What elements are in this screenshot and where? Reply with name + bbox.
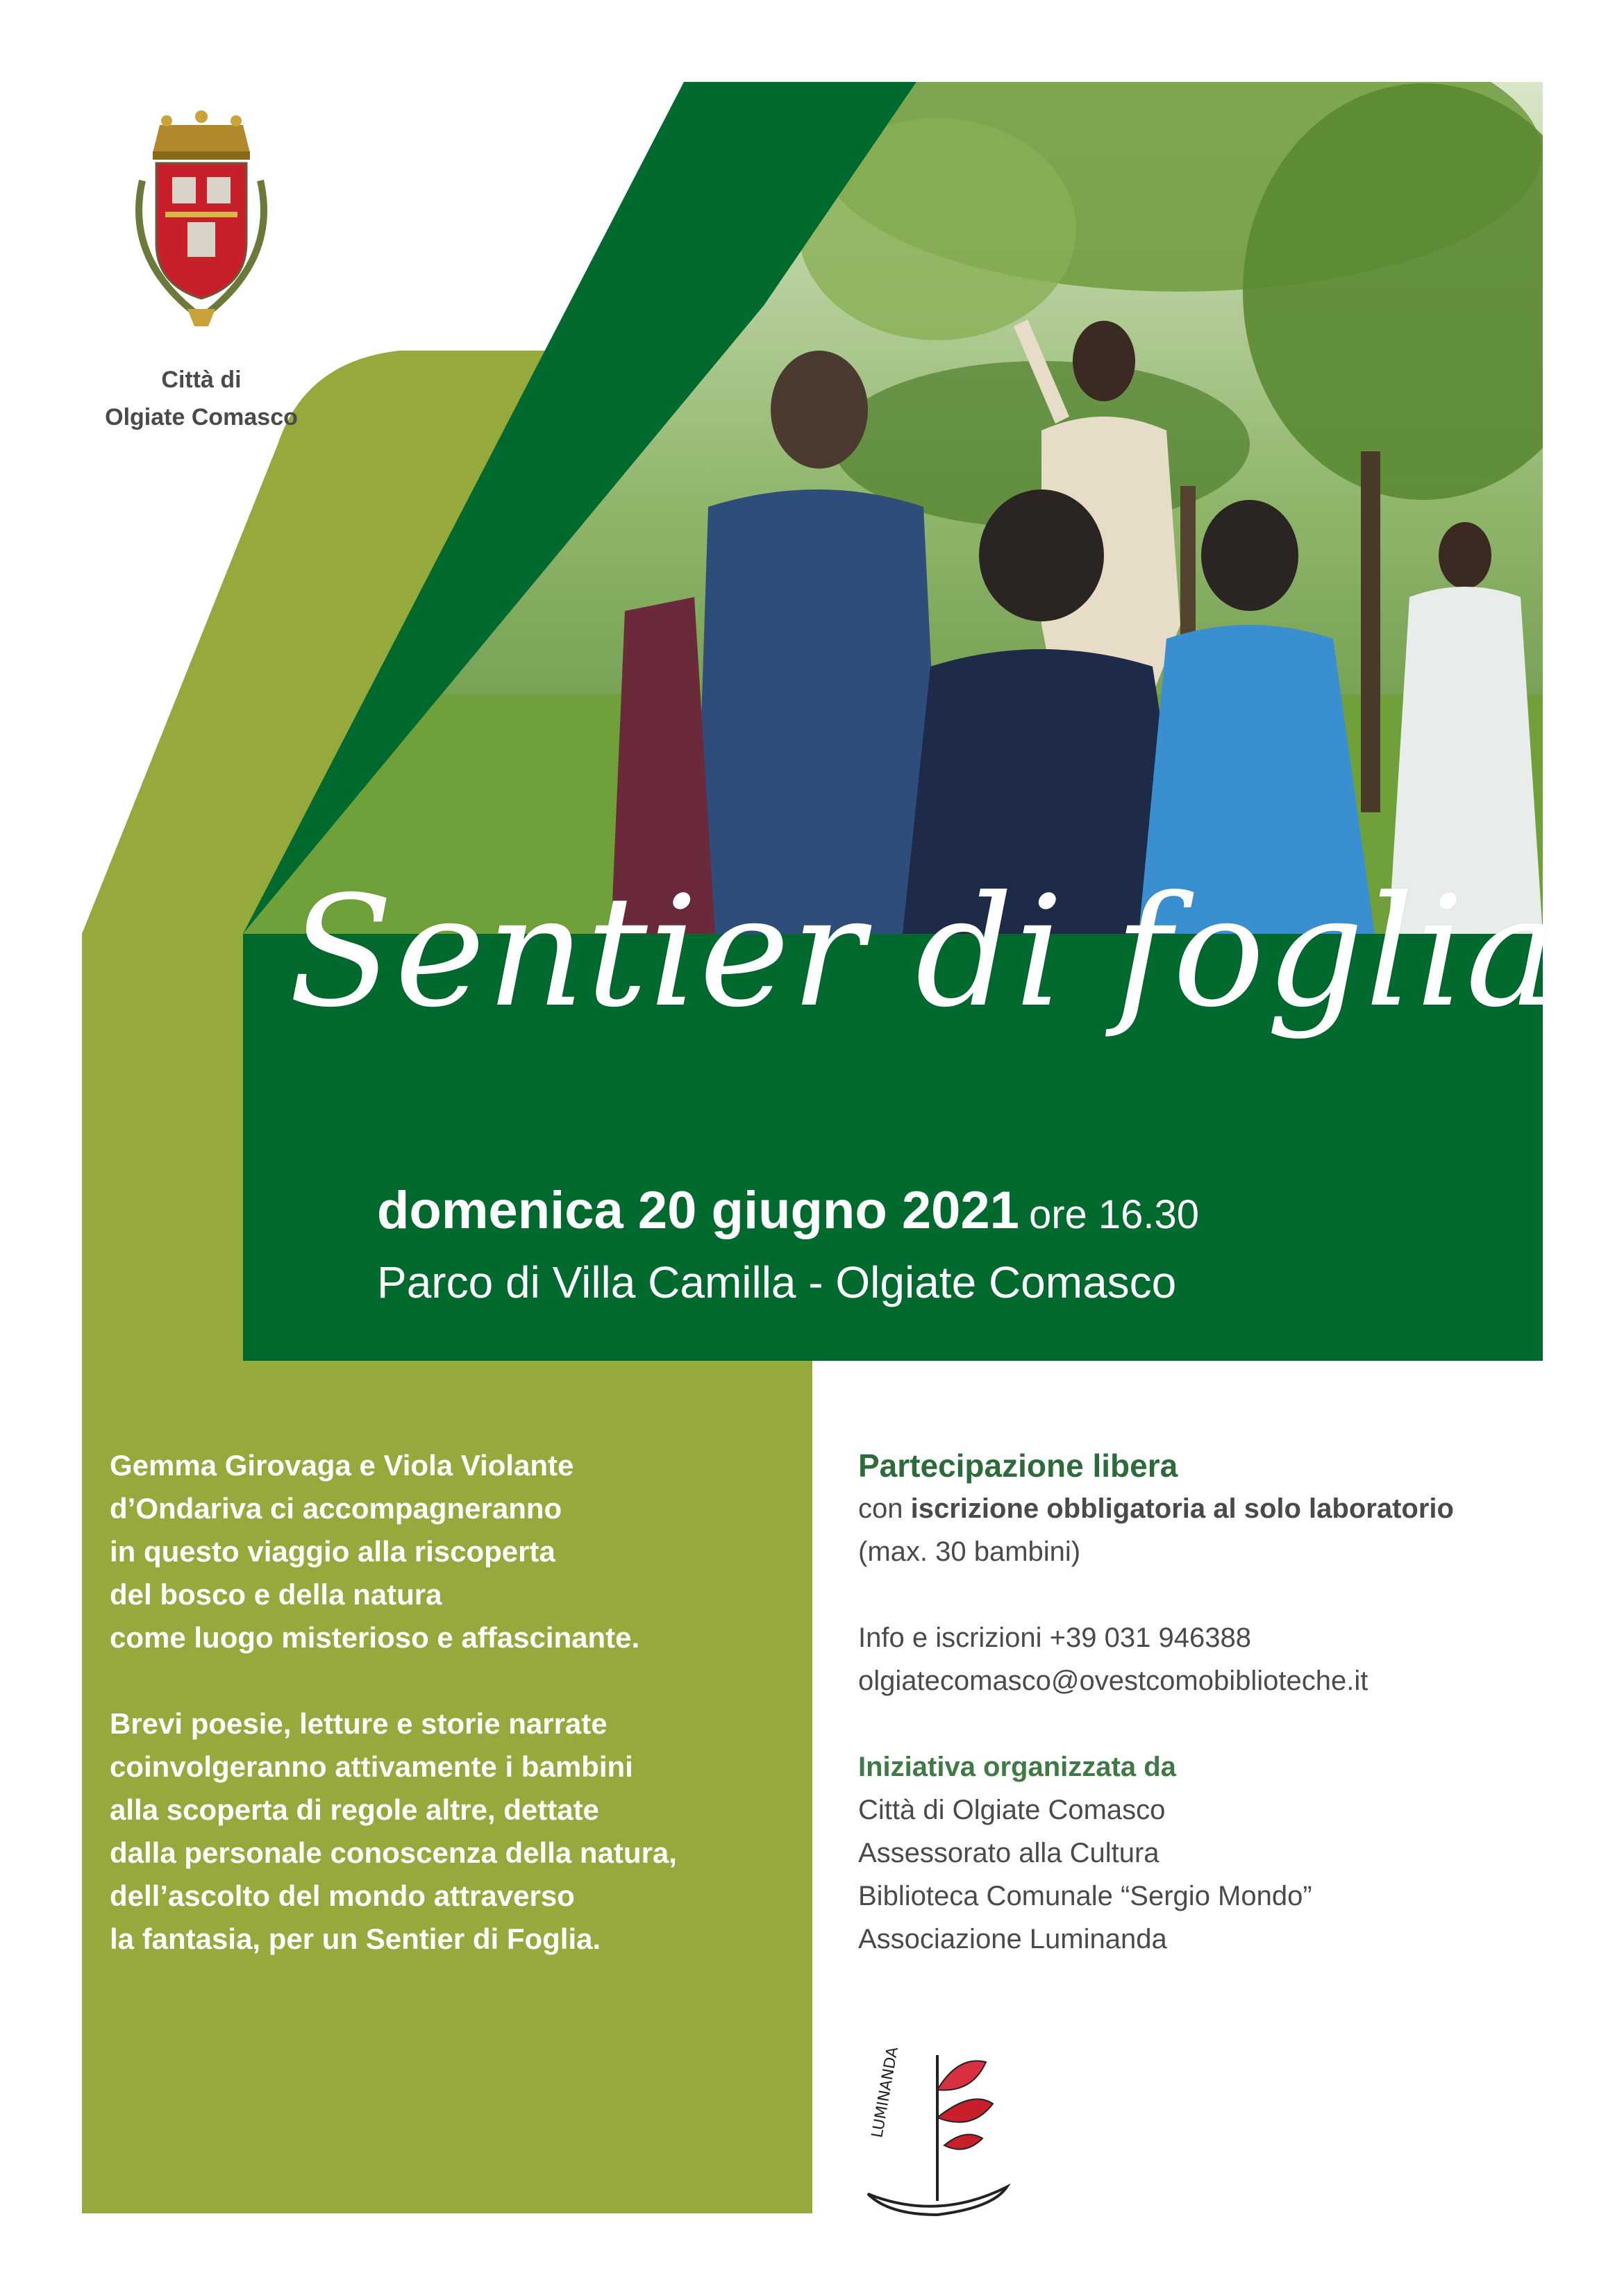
- event-info: [858, 1444, 1587, 2004]
- description-line: Brevi poesie, letture e storie narrate: [110, 1707, 608, 1740]
- description-line: dell’ascolto del mondo attraverso: [110, 1879, 575, 1912]
- organizer-item: Città di Olgiate Comasco: [858, 1795, 1166, 1825]
- organizers-block: [858, 1745, 1587, 1961]
- city-crest-icon: [111, 97, 292, 333]
- organizers-heading: Iniziativa organizzata da: [858, 1752, 1176, 1782]
- participation-heading: Partecipazione libera: [858, 1448, 1178, 1484]
- description-line: Gemma Girovaga e Viola Violante: [110, 1449, 574, 1482]
- event-place: Parco di Villa Camilla - Olgiate Comasco: [377, 1257, 1177, 1307]
- description-line: dalla personale conoscenza della natura,: [110, 1836, 677, 1869]
- contact-block: [858, 1616, 1587, 1702]
- event-time: ore 16.30: [1028, 1192, 1200, 1237]
- participation-block: [858, 1444, 1587, 1573]
- city-name-line-1: Città di: [161, 367, 242, 393]
- event-title: Sentier di foglia: [288, 863, 1559, 1041]
- description-line: in questo viaggio alla riscoperta: [110, 1535, 555, 1568]
- contact-email[interactable]: olgiatecomasco@ovestcomobiblioteche.it: [858, 1666, 1368, 1696]
- description-line: alla scoperta di regole altre, dettate: [110, 1793, 599, 1826]
- description-line: del bosco e della natura: [110, 1578, 442, 1611]
- description-line: come luogo misterioso e affascinante.: [110, 1621, 640, 1654]
- contact-phone: Info e iscrizioni +39 031 946388: [858, 1623, 1251, 1653]
- description-paragraph-2: [110, 1702, 804, 1961]
- description-line: la fantasia, per un Sentier di Foglia.: [110, 1922, 601, 1955]
- description-line: d’Ondariva ci accompagneranno: [110, 1492, 562, 1525]
- city-name: [62, 361, 340, 437]
- registration-prefix: con: [858, 1493, 911, 1524]
- event-date: domenica 20 giugno 2021: [377, 1181, 1019, 1240]
- city-name-line-2: Olgiate Comasco: [105, 404, 298, 431]
- registration-bold: iscrizione obbligatoria al solo laboratorio: [910, 1493, 1454, 1524]
- description-paragraph-1: [110, 1444, 804, 1659]
- organizer-item: Biblioteca Comunale “Sergio Mondo”: [858, 1881, 1312, 1911]
- luminanda-logo-text: LUMINANDA: [869, 2045, 902, 2140]
- boat-with-leaves-icon: [854, 2013, 1021, 2236]
- registration-line: [858, 1487, 1587, 1530]
- event-description: [110, 1444, 804, 2004]
- organizer-item: Associazione Luminanda: [858, 1924, 1167, 1954]
- description-line: coinvolgeranno attivamente i bambini: [110, 1750, 633, 1783]
- organizer-item: Assessorato alla Cultura: [858, 1838, 1160, 1868]
- event-date-line: [377, 1180, 1523, 1241]
- max-children: (max. 30 bambini): [858, 1536, 1081, 1567]
